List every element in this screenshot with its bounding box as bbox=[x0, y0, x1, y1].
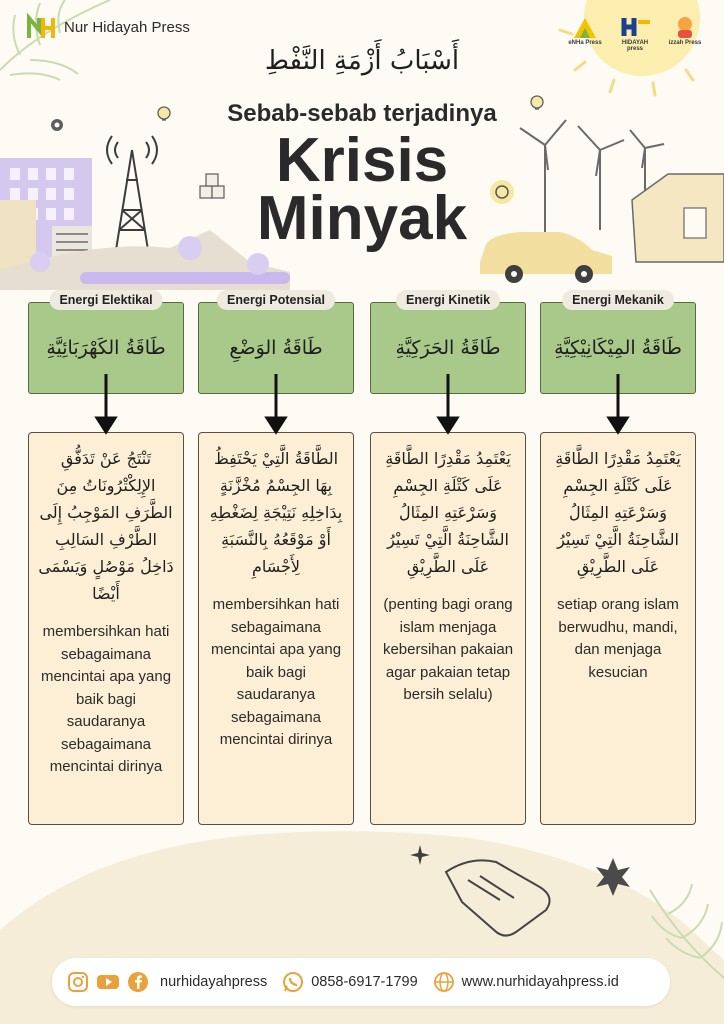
facebook-icon[interactable] bbox=[126, 970, 150, 994]
whatsapp-icon[interactable] bbox=[281, 970, 305, 994]
main-title bbox=[0, 126, 724, 253]
arrows bbox=[0, 370, 724, 436]
column-arabic-term: طَاقَةُ الوَضْعِ bbox=[198, 302, 354, 394]
column-label: Energi Elektikal bbox=[49, 290, 162, 310]
subtitle: Sebab-sebab terjadinya bbox=[227, 100, 497, 127]
social-handle[interactable]: nurhidayahpress bbox=[160, 974, 268, 990]
globe-icon[interactable] bbox=[432, 970, 456, 994]
column-arabic-description: يَعْتَمِدُ مَقْدِرًا الطَّاقَةِ عَلَى كَتْلَةِ الجِسْمِ وَسَرْعَتِهِ المِثَالُ الشَّاحِنَةُ الَّتِيْ تَسِيْرُ عَلَى الطَّرِيْقِ bbox=[555, 449, 681, 576]
column-label: Energi Kinetik bbox=[396, 290, 500, 310]
arrow-down-icon bbox=[267, 374, 285, 432]
enha-press-logo-icon bbox=[570, 14, 600, 40]
hidayah-press-logo: HIDAYAH press bbox=[614, 14, 656, 52]
brand bbox=[26, 12, 190, 42]
website-link[interactable]: www.nurhidayahpress.id bbox=[461, 974, 619, 990]
arabic-title: أَسْبَابُ أَزْمَةِ النَّفْطِ bbox=[264, 46, 460, 76]
brand-name: Nur Hidayah Press bbox=[64, 18, 190, 36]
izzah-press-logo: izzah Press bbox=[664, 14, 706, 46]
phone-number[interactable]: 0858-6917-1799 bbox=[311, 974, 418, 990]
column-latin-description: setiap orang islam berwudhu, mandi, dan menjaga kesucian bbox=[557, 596, 679, 681]
instagram-icon[interactable] bbox=[66, 970, 90, 994]
column-latin-description: membersihkan hati sebagaimana mencintai apa yang baik bagi saudaranya sebagaimana mencintai dirinya bbox=[210, 596, 342, 748]
column-arabic-description: يَعْتَمِدُ مَقْدِرًا الطَّاقَةِ عَلَى كَتْلَةِ الجِسْمِ وَسَرْعَتِهِ المِثَالُ الشَّاحِنَةُ الَّتِيْ تَسِيْرُ عَلَى الطَّرِيْقِ bbox=[385, 449, 511, 576]
column-arabic-term: طَاقَةُ الحَرَكِيَّةِ bbox=[370, 302, 526, 394]
youtube-icon[interactable] bbox=[96, 970, 120, 994]
column-description-box bbox=[370, 432, 526, 825]
izzah-press-logo-icon bbox=[670, 14, 700, 40]
main-title-line-2: Minyak bbox=[256, 184, 468, 253]
column-latin-description: membersihkan hati sebagaimana mencintai apa yang baik bagi saudaranya sebagaimana mencintai dirinya bbox=[40, 623, 172, 775]
arrow-down-icon bbox=[97, 374, 115, 432]
column-description-box bbox=[28, 432, 184, 825]
enha-press-logo: eNHa Press bbox=[564, 14, 606, 46]
main-title-line-1: Krisis bbox=[275, 126, 449, 195]
column-arabic-description: تَنْتَجُ عَنْ تَدَفُّقِ الإِلِكْتْرُونَاتُ مِنَ الطَّرَفِ المَوْجِبُ إِلَى الطَّرْفِ السَالِبِ دَاخِلُ مَوْصُلٍ وَيَسْمَى أَيْضًا bbox=[38, 449, 174, 603]
footer-contact-bar bbox=[52, 958, 670, 1006]
column-label: Energi Mekanik bbox=[562, 290, 674, 310]
column-label: Energi Potensial bbox=[217, 290, 335, 310]
column-arabic-term: طَاقَةُ الكَهْرَبَائِيَّةِ bbox=[28, 302, 184, 394]
column-arabic-description: الطَّاقَةُ الَّتِيْ يَحْتَفِظُ بِهَا الجِسْمُ مُخْزَّنَةٍ بِدَاخِلِهِ نَتِيْجَةِ لِضَغْطِهِ أَوْ مَوْقَعُهُ بِالنَّسَبَةِ لِأَجْسَامِ bbox=[209, 449, 343, 576]
column-description-box bbox=[540, 432, 696, 825]
arrow-down-icon bbox=[609, 374, 627, 432]
nur-hidayah-logo-icon bbox=[26, 12, 56, 42]
hidayah-press-logo-icon bbox=[618, 14, 652, 40]
column-latin-description: (penting bagi orang islam menjaga kebersihan pakaian agar pakaian tetap bersih selalu) bbox=[382, 596, 514, 703]
arrow-down-icon bbox=[439, 374, 457, 432]
column-arabic-term: طَاقَةُ المِيْكَانِيْكِيَّةِ bbox=[540, 302, 696, 394]
column-description-box bbox=[198, 432, 354, 825]
